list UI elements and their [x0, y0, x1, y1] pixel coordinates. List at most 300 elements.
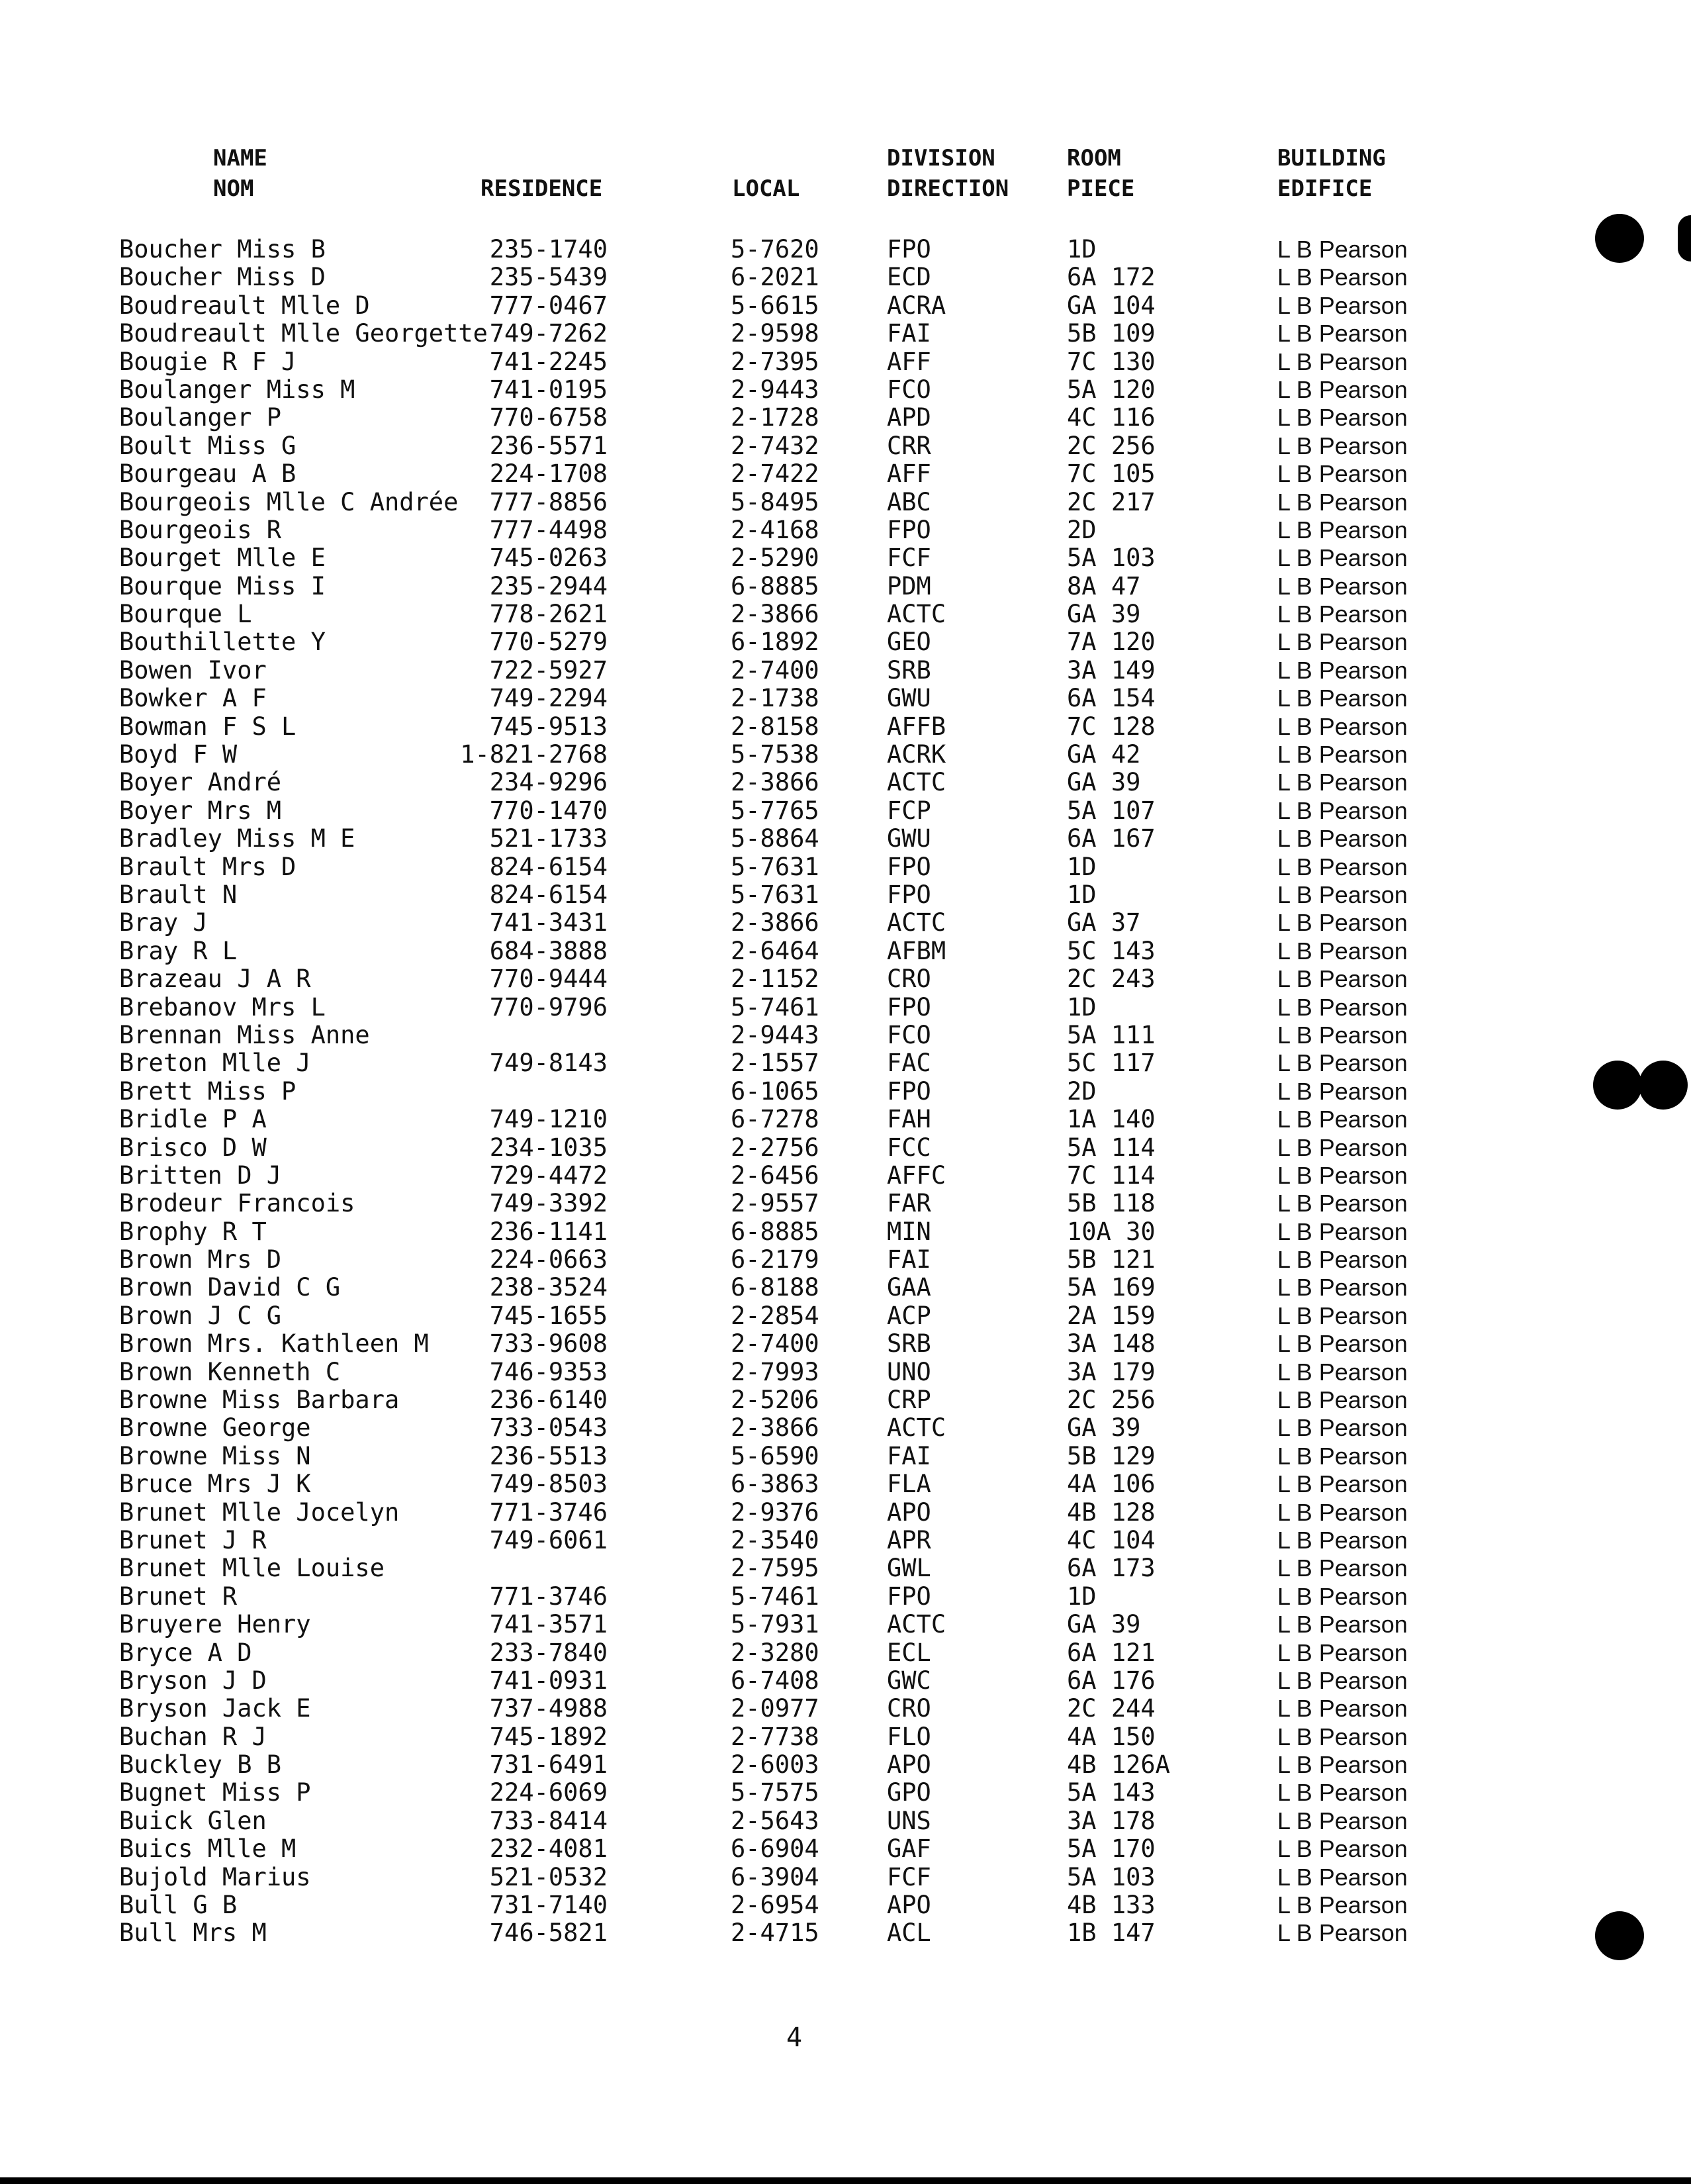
entry-room: GA 39 — [1067, 768, 1141, 797]
entry-building: L B Pearson — [1277, 404, 1408, 432]
entry-building: L B Pearson — [1277, 1891, 1408, 1919]
entry-division: FCP — [887, 796, 931, 825]
entry-building: L B Pearson — [1277, 769, 1408, 796]
entry-room: 5A 103 — [1067, 544, 1156, 573]
entry-name: Bourque Miss I — [119, 571, 326, 600]
entry-division: ACTC — [887, 768, 946, 797]
table-row — [0, 657, 1691, 685]
entry-building: L B Pearson — [1277, 825, 1408, 853]
entry-name: Buics Mlle M — [119, 1834, 297, 1864]
entry-residence: 777-8856 — [489, 487, 608, 516]
entry-local: 6-3863 — [731, 1470, 819, 1499]
entry-residence: 771-3746 — [489, 1497, 608, 1527]
entry-residence: 234-1035 — [489, 1133, 608, 1162]
table-row — [0, 489, 1691, 516]
entry-division: MIN — [887, 1217, 931, 1246]
entry-division: GWU — [887, 684, 931, 713]
entry-room: 4B 126A — [1067, 1750, 1170, 1780]
entry-residence: 770-6758 — [489, 403, 608, 432]
entry-local: 2-9443 — [731, 1020, 819, 1049]
entry-division: APO — [887, 1750, 931, 1780]
table-row — [0, 573, 1691, 600]
table-row — [0, 516, 1691, 544]
entry-division: FPO — [887, 1076, 931, 1106]
entry-division: SRB — [887, 655, 931, 685]
header-name-en: NAME — [213, 145, 267, 171]
entry-room: 4A 150 — [1067, 1722, 1156, 1751]
entry-residence: 770-1470 — [489, 796, 608, 825]
entry-building: L B Pearson — [1277, 1217, 1408, 1245]
entry-room: 5A 120 — [1067, 375, 1156, 404]
entry-room: 7C 105 — [1067, 459, 1156, 489]
table-row — [0, 460, 1691, 488]
table-row — [0, 236, 1691, 263]
entry-residence: 521-1733 — [489, 824, 608, 853]
entry-building: L B Pearson — [1277, 600, 1408, 628]
entry-name: Bull G B — [119, 1891, 238, 1920]
entry-division: APD — [887, 403, 931, 432]
entry-residence: 749-1210 — [489, 1105, 608, 1134]
entry-name: Boucher Miss B — [119, 235, 326, 263]
entry-name: Bourque L — [119, 600, 252, 629]
entry-residence: 778-2621 — [489, 600, 608, 629]
entry-division: FAH — [887, 1105, 931, 1134]
entry-division: AFF — [887, 347, 931, 376]
entry-building: L B Pearson — [1277, 937, 1408, 965]
entry-building: L B Pearson — [1277, 993, 1408, 1021]
entry-name: Bowen Ivor — [119, 655, 267, 685]
entry-building: L B Pearson — [1277, 1246, 1408, 1274]
entry-local: 2-7738 — [731, 1722, 819, 1751]
entry-room: 5A 169 — [1067, 1273, 1156, 1302]
entry-building: L B Pearson — [1277, 432, 1408, 459]
entry-local: 2-5206 — [731, 1386, 819, 1415]
entry-division: FAI — [887, 319, 931, 348]
entry-residence: 234-9296 — [489, 768, 608, 797]
entry-division: GEO — [887, 628, 931, 657]
table-row — [0, 1554, 1691, 1582]
entry-building: L B Pearson — [1277, 1414, 1408, 1442]
entry-local: 5-7461 — [731, 1582, 819, 1611]
entry-residence: 741-3571 — [489, 1610, 608, 1639]
entry-building: L B Pearson — [1277, 1779, 1408, 1807]
entry-room: 7C 128 — [1067, 712, 1156, 741]
entry-room: 7A 120 — [1067, 628, 1156, 657]
table-row — [0, 1639, 1691, 1667]
entry-residence: 749-3392 — [489, 1189, 608, 1218]
entry-residence: 224-1708 — [489, 459, 608, 489]
table-row — [0, 1386, 1691, 1414]
entry-room: 2D — [1067, 1076, 1097, 1106]
header-local — [732, 143, 800, 209]
entry-building: L B Pearson — [1277, 348, 1408, 375]
entry-building: L B Pearson — [1277, 1049, 1408, 1077]
entry-local: 2-2854 — [731, 1301, 819, 1330]
entry-local: 6-1892 — [731, 628, 819, 657]
entry-room: 2C 256 — [1067, 431, 1156, 460]
entry-residence: 749-8503 — [489, 1470, 608, 1499]
table-row — [0, 348, 1691, 376]
entry-division: FAR — [887, 1189, 931, 1218]
entry-name: Brebanov Mrs L — [119, 992, 326, 1021]
entry-local: 6-2021 — [731, 263, 819, 292]
table-row — [0, 853, 1691, 881]
entry-division: FCF — [887, 1862, 931, 1891]
entry-division: GWL — [887, 1554, 931, 1583]
entry-building: L B Pearson — [1277, 1330, 1408, 1358]
entry-name: Bruce Mrs J K — [119, 1470, 311, 1499]
entry-name: Boulanger Miss M — [119, 375, 355, 404]
entry-local: 5-7631 — [731, 880, 819, 909]
entry-name: Brunet R — [119, 1582, 238, 1611]
table-row — [0, 1583, 1691, 1611]
table-row — [0, 797, 1691, 825]
entry-room: 5A 111 — [1067, 1020, 1156, 1049]
entry-local: 2-5643 — [731, 1806, 819, 1835]
entry-division: FPO — [887, 852, 931, 881]
entry-name: Buchan R J — [119, 1722, 267, 1751]
entry-building: L B Pearson — [1277, 1835, 1408, 1863]
entry-residence: 770-5279 — [489, 628, 608, 657]
entry-name: Bourgeois R — [119, 515, 282, 544]
entry-building: L B Pearson — [1277, 1863, 1408, 1891]
entry-name: Browne Miss N — [119, 1441, 311, 1470]
entry-local: 2-6003 — [731, 1750, 819, 1780]
entry-residence: 745-9513 — [489, 712, 608, 741]
table-row — [0, 937, 1691, 965]
entry-local: 2-9598 — [731, 319, 819, 348]
table-row — [0, 769, 1691, 796]
entry-division: AFFB — [887, 712, 946, 741]
entry-residence: 749-6061 — [489, 1525, 608, 1554]
entry-local: 5-7631 — [731, 852, 819, 881]
entry-residence: 745-1892 — [489, 1722, 608, 1751]
entry-division: FCC — [887, 1133, 931, 1162]
directory-list — [0, 236, 1691, 1948]
entry-room: 5B 109 — [1067, 319, 1156, 348]
entry-residence: 236-5571 — [489, 431, 608, 460]
header-building — [1277, 143, 1386, 209]
entry-name: Boudreault Mlle Georgette — [119, 319, 488, 348]
entry-division: APO — [887, 1497, 931, 1527]
entry-name: Browne Miss Barbara — [119, 1386, 400, 1415]
entry-room: 5A 107 — [1067, 796, 1156, 825]
entry-name: Boulanger P — [119, 403, 282, 432]
entry-building: L B Pearson — [1277, 263, 1408, 291]
entry-division: CRP — [887, 1386, 931, 1415]
entry-building: L B Pearson — [1277, 516, 1408, 544]
entry-building: L B Pearson — [1277, 741, 1408, 769]
entry-local: 2-5290 — [731, 544, 819, 573]
entry-local: 2-6954 — [731, 1891, 819, 1920]
entry-division: FPO — [887, 1582, 931, 1611]
entry-building: L B Pearson — [1277, 853, 1408, 880]
entry-building: L B Pearson — [1277, 236, 1408, 263]
entry-name: Brisco D W — [119, 1133, 267, 1162]
entry-building: L B Pearson — [1277, 880, 1408, 908]
entry-residence: 235-1740 — [489, 235, 608, 263]
entry-division: UNS — [887, 1806, 931, 1835]
table-row — [0, 1807, 1691, 1835]
entry-room: 1A 140 — [1067, 1105, 1156, 1134]
entry-division: GAF — [887, 1834, 931, 1864]
entry-division: CRR — [887, 431, 931, 460]
entry-room: 4B 133 — [1067, 1891, 1156, 1920]
entry-room: 2D — [1067, 515, 1097, 544]
table-row — [0, 1162, 1691, 1190]
entry-name: Buckley B B — [119, 1750, 282, 1780]
entry-building: L B Pearson — [1277, 1611, 1408, 1638]
entry-room: 3A 149 — [1067, 655, 1156, 685]
entry-room: 5A 114 — [1067, 1133, 1156, 1162]
entry-room: GA 39 — [1067, 600, 1141, 629]
table-row — [0, 825, 1691, 853]
entry-residence: 733-9608 — [489, 1329, 608, 1358]
table-row — [0, 1835, 1691, 1863]
entry-local: 2-3280 — [731, 1638, 819, 1667]
entry-name: Brazeau J A R — [119, 965, 311, 994]
entry-residence: 731-7140 — [489, 1891, 608, 1920]
entry-division: AFBM — [887, 936, 946, 965]
entry-division: CRO — [887, 1694, 931, 1723]
table-row — [0, 1864, 1691, 1891]
table-row — [0, 376, 1691, 404]
entry-building: L B Pearson — [1277, 1666, 1408, 1694]
table-row — [0, 1919, 1691, 1947]
entry-local: 2-3866 — [731, 768, 819, 797]
entry-room: 7C 130 — [1067, 347, 1156, 376]
entry-room: 5A 143 — [1067, 1778, 1156, 1807]
header-division — [887, 143, 1009, 209]
header-division-en: DIVISION — [887, 145, 995, 171]
entry-room: 6A 176 — [1067, 1666, 1156, 1695]
entry-room: GA 39 — [1067, 1610, 1141, 1639]
entry-residence: 733-0543 — [489, 1413, 608, 1443]
table-row — [0, 1106, 1691, 1133]
entry-room: 1D — [1067, 235, 1097, 263]
entry-division: PDM — [887, 571, 931, 600]
entry-residence: 521-0532 — [489, 1862, 608, 1891]
entry-residence: 746-9353 — [489, 1357, 608, 1386]
punch-hole — [1595, 214, 1644, 263]
table-row — [0, 1414, 1691, 1442]
entry-name: Breton Mlle J — [119, 1049, 311, 1078]
entry-local: 2-3866 — [731, 1413, 819, 1443]
entry-residence: 232-4081 — [489, 1834, 608, 1864]
entry-room: GA 37 — [1067, 908, 1141, 937]
entry-local: 2-7422 — [731, 459, 819, 489]
entry-building: L B Pearson — [1277, 1133, 1408, 1161]
entry-local: 2-1738 — [731, 684, 819, 713]
entry-residence: 746-5821 — [489, 1919, 608, 1948]
entry-local: 6-8885 — [731, 571, 819, 600]
entry-division: ACTC — [887, 1413, 946, 1443]
entry-building: L B Pearson — [1277, 1751, 1408, 1779]
entry-building: L B Pearson — [1277, 1386, 1408, 1414]
entry-local: 5-7931 — [731, 1610, 819, 1639]
entry-residence: 722-5927 — [489, 655, 608, 685]
entry-division: FPO — [887, 235, 931, 263]
header-residence — [480, 143, 602, 209]
entry-division: AFFC — [887, 1161, 946, 1190]
entry-local: 5-6590 — [731, 1441, 819, 1470]
entry-building: L B Pearson — [1277, 488, 1408, 516]
entry-name: Bourgeois Mlle C Andrée — [119, 487, 459, 516]
entry-division: FPO — [887, 880, 931, 909]
entry-name: Bull Mrs M — [119, 1919, 267, 1948]
header-room-en: ROOM — [1067, 145, 1121, 171]
table-row — [0, 320, 1691, 348]
entry-room: 6A 173 — [1067, 1554, 1156, 1583]
entry-local: 5-6615 — [731, 291, 819, 320]
entry-building: L B Pearson — [1277, 1190, 1408, 1217]
entry-residence: 777-0467 — [489, 291, 608, 320]
entry-division: ACP — [887, 1301, 931, 1330]
entry-residence: 771-3746 — [489, 1582, 608, 1611]
entry-building: L B Pearson — [1277, 1638, 1408, 1666]
table-row — [0, 909, 1691, 937]
scan-edge — [0, 2177, 1691, 2184]
entry-building: L B Pearson — [1277, 1498, 1408, 1526]
entry-building: L B Pearson — [1277, 320, 1408, 348]
entry-residence: 733-8414 — [489, 1806, 608, 1835]
header-residence-en — [480, 143, 602, 173]
table-row — [0, 1470, 1691, 1498]
entry-division: ACTC — [887, 1610, 946, 1639]
header-local-en — [732, 143, 800, 173]
table-row — [0, 292, 1691, 320]
table-row — [0, 1723, 1691, 1751]
entry-local: 6-6904 — [731, 1834, 819, 1864]
entry-division: UNO — [887, 1357, 931, 1386]
entry-room: 2A 159 — [1067, 1301, 1156, 1330]
entry-building: L B Pearson — [1277, 1021, 1408, 1049]
entry-room: 5B 118 — [1067, 1189, 1156, 1218]
entry-local: 2-7395 — [731, 347, 819, 376]
entry-local: 6-8188 — [731, 1273, 819, 1302]
entry-division: FLA — [887, 1470, 931, 1499]
entry-local: 2-6456 — [731, 1161, 819, 1190]
table-row — [0, 1667, 1691, 1695]
entry-local: 2-7432 — [731, 431, 819, 460]
entry-name: Bouthillette Y — [119, 628, 326, 657]
table-row — [0, 1078, 1691, 1106]
entry-residence: 741-2245 — [489, 347, 608, 376]
entry-division: SRB — [887, 1329, 931, 1358]
entry-building: L B Pearson — [1277, 1302, 1408, 1329]
entry-name: Bugnet Miss P — [119, 1778, 311, 1807]
entry-room: 1D — [1067, 852, 1097, 881]
entry-building: L B Pearson — [1277, 685, 1408, 712]
entry-local: 2-9443 — [731, 375, 819, 404]
entry-building: L B Pearson — [1277, 1106, 1408, 1133]
entry-room: GA 42 — [1067, 740, 1141, 769]
entry-room: 5C 117 — [1067, 1049, 1156, 1078]
entry-division: FAI — [887, 1245, 931, 1274]
entry-residence: 741-3431 — [489, 908, 608, 937]
entry-room: 5B 121 — [1067, 1245, 1156, 1274]
table-row — [0, 1274, 1691, 1302]
entry-division: ACRK — [887, 740, 946, 769]
entry-name: Brett Miss P — [119, 1076, 297, 1106]
entry-name: Brown Kenneth C — [119, 1357, 341, 1386]
table-row — [0, 1779, 1691, 1807]
punch-hole — [1593, 1061, 1642, 1110]
header-building-en: BUILDING — [1277, 145, 1386, 171]
entry-building: L B Pearson — [1277, 1919, 1408, 1947]
entry-building: L B Pearson — [1277, 1442, 1408, 1470]
entry-name: Britten D J — [119, 1161, 282, 1190]
entry-room: 5A 103 — [1067, 1862, 1156, 1891]
header-division-fr: DIRECTION — [887, 175, 1009, 202]
entry-name: Bourget Mlle E — [119, 544, 326, 573]
entry-name: Buick Glen — [119, 1806, 267, 1835]
table-row — [0, 685, 1691, 712]
header-building-fr: EDIFICE — [1277, 175, 1373, 202]
header-room-fr: PIECE — [1067, 175, 1135, 202]
entry-residence: 749-7262 — [489, 319, 608, 348]
entry-name: Brunet Mlle Louise — [119, 1554, 385, 1583]
table-row — [0, 263, 1691, 291]
entry-division: GWU — [887, 824, 931, 853]
entry-residence: 1-821-2768 — [460, 740, 608, 769]
table-row — [0, 1499, 1691, 1527]
entry-division: FCO — [887, 375, 931, 404]
entry-name: Brophy R T — [119, 1217, 267, 1246]
table-row — [0, 1246, 1691, 1274]
entry-room: 10A 30 — [1067, 1217, 1156, 1246]
entry-division: FCO — [887, 1020, 931, 1049]
entry-division: GPO — [887, 1778, 931, 1807]
entry-residence: 770-9796 — [489, 992, 608, 1021]
entry-local: 2-1557 — [731, 1049, 819, 1078]
entry-name: Boyd F W — [119, 740, 238, 769]
entry-name: Boyer Mrs M — [119, 796, 282, 825]
entry-building: L B Pearson — [1277, 1077, 1408, 1105]
entry-name: Bruyere Henry — [119, 1610, 311, 1639]
table-row — [0, 1021, 1691, 1049]
entry-room: 7C 114 — [1067, 1161, 1156, 1190]
entry-division: GWC — [887, 1666, 931, 1695]
entry-division: ABC — [887, 487, 931, 516]
punch-hole-partial — [1678, 215, 1691, 261]
entry-building: L B Pearson — [1277, 1470, 1408, 1498]
entry-room: GA 104 — [1067, 291, 1156, 320]
entry-building: L B Pearson — [1277, 1274, 1408, 1302]
entry-division: FPO — [887, 515, 931, 544]
entry-local: 2-7993 — [731, 1357, 819, 1386]
table-row — [0, 628, 1691, 656]
entry-building: L B Pearson — [1277, 1582, 1408, 1610]
entry-local: 2-4168 — [731, 515, 819, 544]
entry-residence: 745-1655 — [489, 1301, 608, 1330]
table-row — [0, 1443, 1691, 1470]
entry-division: FPO — [887, 992, 931, 1021]
entry-local: 6-8885 — [731, 1217, 819, 1246]
entry-local: 6-1065 — [731, 1076, 819, 1106]
entry-name: Brennan Miss Anne — [119, 1020, 370, 1049]
entry-name: Bryson Jack E — [119, 1694, 311, 1723]
entry-name: Bujold Marius — [119, 1862, 311, 1891]
entry-building: L B Pearson — [1277, 1358, 1408, 1386]
table-row — [0, 1134, 1691, 1162]
entry-residence: 236-6140 — [489, 1386, 608, 1415]
entry-name: Brault N — [119, 880, 238, 909]
table-row — [0, 713, 1691, 741]
entry-name: Brault Mrs D — [119, 852, 297, 881]
entry-name: Bowker A F — [119, 684, 267, 713]
entry-local: 2-3540 — [731, 1525, 819, 1554]
